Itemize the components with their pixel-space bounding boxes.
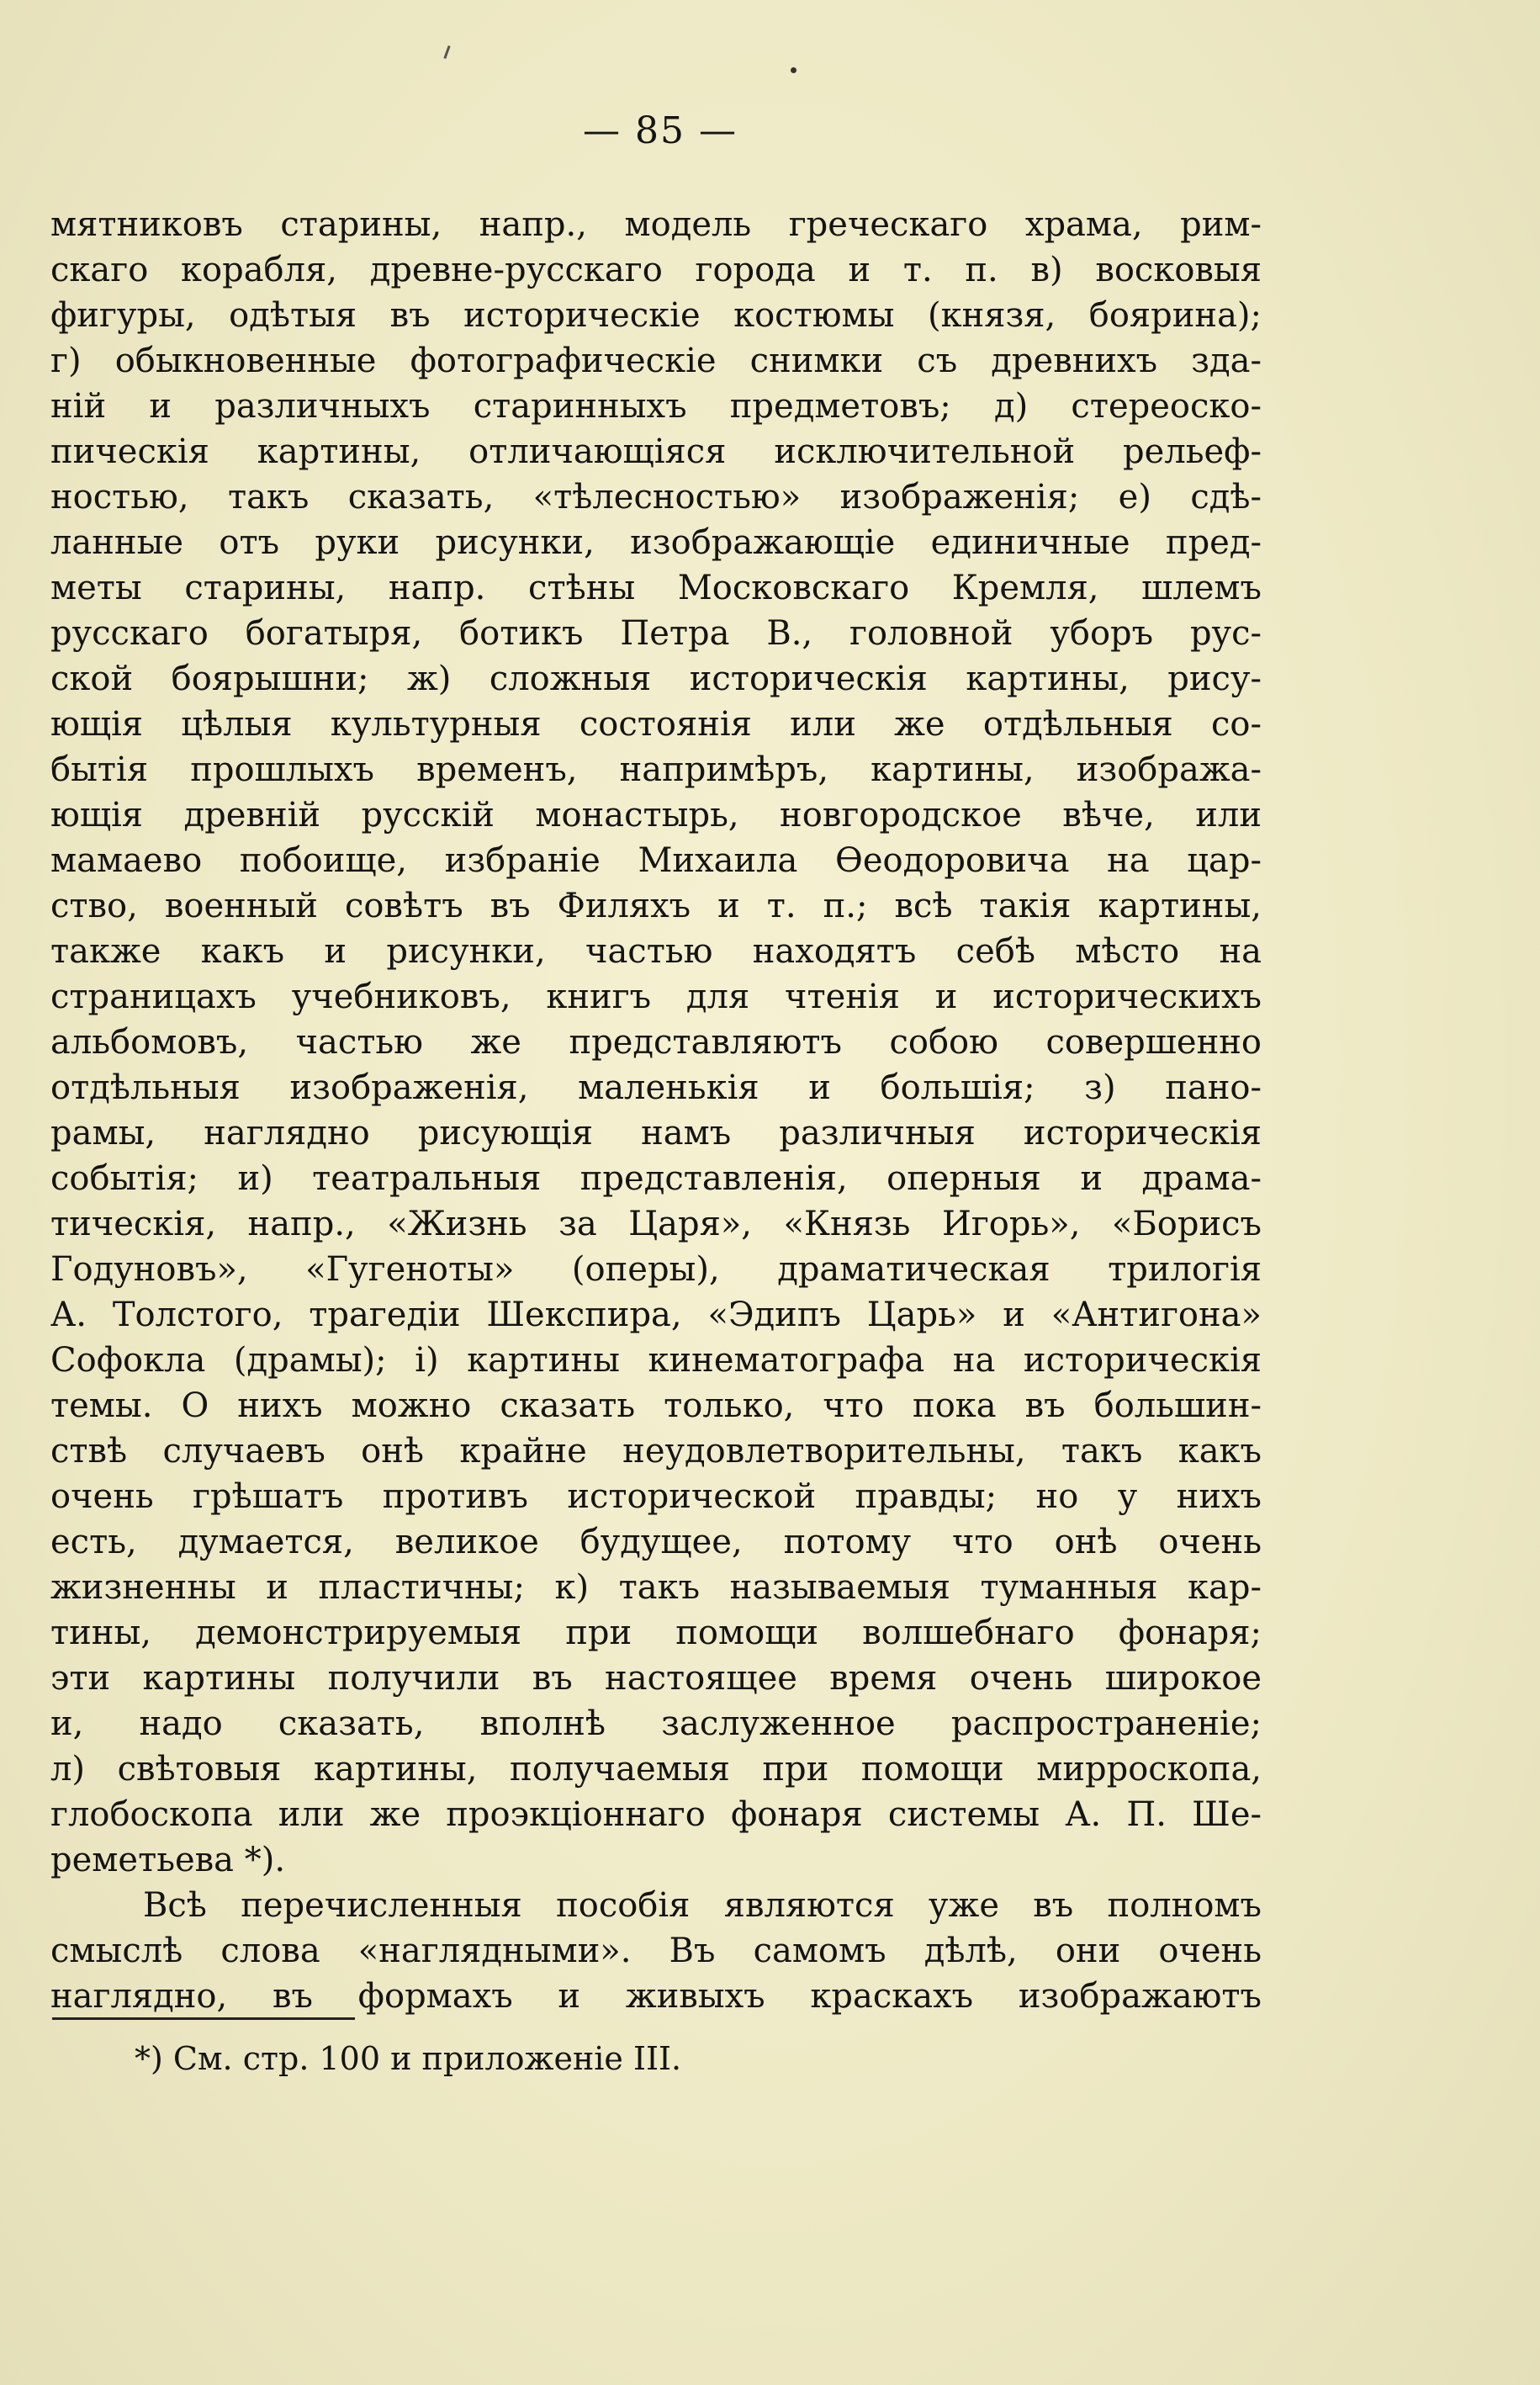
text-line: смыслѣ слова «наглядными». Въ самомъ дѣлѣ, они очень xyxy=(50,1932,1262,1970)
text-line: ющія цѣлыя культурныя состоянія или же отдѣльныя со- xyxy=(50,705,1262,744)
text-line: очень грѣшатъ противъ исторической правды; но у нихъ xyxy=(50,1477,1262,1516)
text-line: мамаево побоище, избраніе Михаила Ѳеодоровича на цар- xyxy=(50,841,1262,880)
page-blemish xyxy=(443,45,450,59)
text-line: тическія, напр., «Жизнь за Царя», «Князь Игорь», «Борисъ xyxy=(50,1205,1262,1243)
page-blemish xyxy=(791,67,796,73)
text-line: л) свѣтовыя картины, получаемыя при помощи мирроскопа, xyxy=(50,1750,1262,1789)
paragraph-end-line: реметьева *). xyxy=(50,1841,286,1879)
text-line: меты старины, напр. стѣны Московскаго Кремля, шлемъ xyxy=(50,569,1262,607)
text-line: фигуры, одѣтыя въ историческіе костюмы (князя, боярина); xyxy=(50,296,1262,335)
text-line: рамы, наглядно рисующія намъ различныя историческія xyxy=(50,1114,1262,1153)
text-line: ствѣ случаевъ онѣ крайне неудовлетворительны, такъ какъ xyxy=(50,1432,1262,1471)
paragraph-start-line: Всѣ перечисленныя пособія являются уже въ полномъ xyxy=(143,1886,1262,1925)
text-line: тины, демонстрируемыя при помощи волшебнаго фонаря; xyxy=(50,1614,1262,1652)
text-line: ство, военный совѣтъ въ Филяхъ и т. п.; всѣ такія картины, xyxy=(50,887,1262,925)
text-line: А. Толстого, трагедіи Шекспира, «Эдипъ Царь» и «Антигона» xyxy=(50,1296,1262,1334)
text-line: г) обыкновенные фотографическіе снимки съ древнихъ зда- xyxy=(50,342,1262,380)
page-number: — 85 — xyxy=(583,109,738,152)
text-line: ланные отъ руки рисунки, изображающіе единичные пред- xyxy=(50,523,1262,562)
text-line: пическія картины, отличающіяся исключительной рельеф- xyxy=(50,432,1262,471)
text-line: наглядно, въ формахъ и живыхъ краскахъ изображаютъ xyxy=(50,1977,1262,2016)
text-line: страницахъ учебниковъ, книгъ для чтенія и историческихъ xyxy=(50,978,1262,1016)
text-line: Годуновъ», «Гугеноты» (оперы), драматическая трилогія xyxy=(50,1250,1262,1289)
body-text xyxy=(50,202,1262,2019)
text-line: также какъ и рисунки, частью находятъ себѣ мѣсто на xyxy=(50,932,1262,971)
text-line: событія; и) театральныя представленія, оперныя и драма- xyxy=(50,1159,1262,1198)
text-line: ностью, такъ сказать, «тѣлесностью» изображенія; е) сдѣ- xyxy=(50,478,1262,517)
text-line: альбомовъ, частью же представляютъ собою совершенно xyxy=(50,1023,1262,1062)
text-line: скаго корабля, древне-русскаго города и т. п. в) восковыя xyxy=(50,251,1262,289)
footnote-divider xyxy=(52,2017,355,2020)
text-line: темы. О нихъ можно сказать только, что пока въ большин- xyxy=(50,1386,1262,1425)
text-line: жизненны и пластичны; к) такъ называемыя туманныя кар- xyxy=(50,1568,1262,1607)
text-line: эти картины получили въ настоящее время очень широкое xyxy=(50,1659,1262,1698)
text-line: русскаго богатыря, ботикъ Петра В., головной уборъ рус- xyxy=(50,614,1262,653)
text-line: Софокла (драмы); і) картины кинематографа на историческія xyxy=(50,1341,1262,1380)
text-line: отдѣльныя изображенія, маленькія и большія; з) пано- xyxy=(50,1068,1262,1107)
text-line: бытія прошлыхъ временъ, напримѣръ, картины, изобража- xyxy=(50,750,1262,789)
text-line: и, надо сказать, вполнѣ заслуженное распространеніе; xyxy=(50,1704,1262,1743)
footnote: *) См. стр. 100 и приложеніе III. xyxy=(135,2040,682,2077)
text-line: глобоскопа или же проэкціоннаго фонаря системы А. П. Ше- xyxy=(50,1795,1262,1834)
text-line: мятниковъ старины, напр., модель греческаго храма, рим- xyxy=(50,205,1262,244)
text-line: ній и различныхъ старинныхъ предметовъ; д) стереоско- xyxy=(50,387,1262,426)
text-line: ющія древній русскій монастырь, новгородское вѣче, или xyxy=(50,796,1262,835)
text-line: ской боярышни; ж) сложныя историческія картины, рису- xyxy=(50,660,1262,698)
text-line: есть, думается, великое будущее, потому что онѣ очень xyxy=(50,1523,1262,1561)
